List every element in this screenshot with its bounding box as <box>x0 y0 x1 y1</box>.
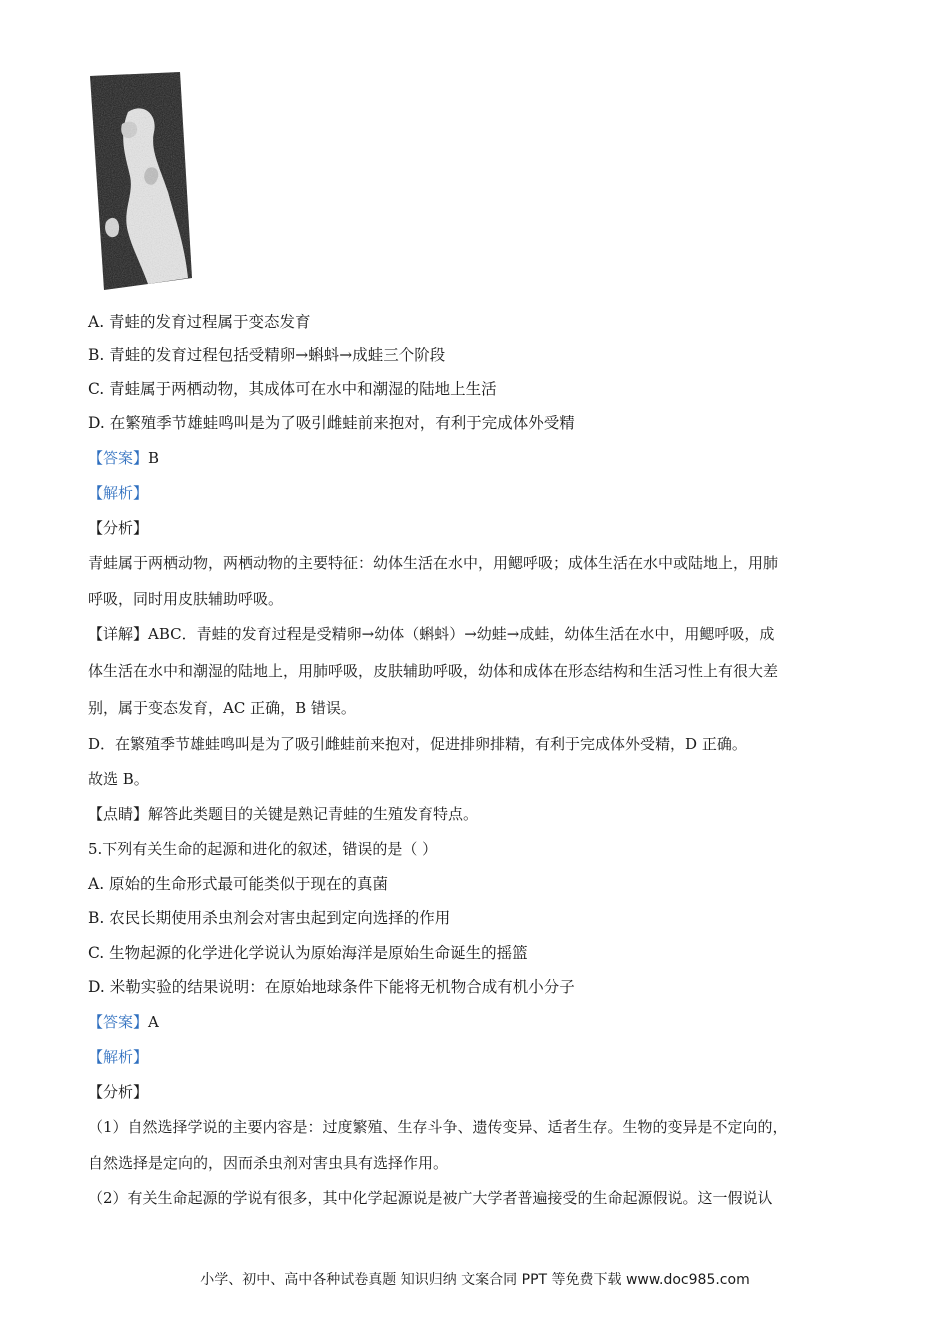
answer-value: B <box>148 449 160 467</box>
q4-answer <box>88 448 159 468</box>
page-footer: 小学、初中、高中各种试卷真题 知识归纳 文案合同 PPT 等免费下载 www.doc985.com <box>200 1272 750 1288</box>
q5-fenxi-line: （1）自然选择学说的主要内容是：过度繁殖、生存斗争、遗传变异、适者生存。生物的变异是不定向的， <box>88 1118 788 1136</box>
answer-tag: 【答案】 <box>88 1013 149 1031</box>
q4-detail-line: D．在繁殖季节雄蛙鸣叫是为了吸引雌蛙前来抱对，促进排卵排精，有利于完成体外受精，D 正确。 <box>88 735 747 753</box>
q4-option-a: A. 青蛙的发育过程属于变态发育 <box>88 313 311 331</box>
detail-text: ABC．青蛙的发育过程是受精卵→幼体（蝌蚪）→幼蛙→成蛙，幼体生活在水中，用鳃呼吸，成 <box>148 625 775 643</box>
q5-fenxi-line: （2）有关生命起源的学说有很多，其中化学起源说是被广大学者普遍接受的生命起源假说。这一假说认 <box>88 1189 773 1207</box>
dianjing-tag: 【点睛】 <box>88 805 149 823</box>
dianjing-text: 解答此类题目的关键是熟记青蛙的生殖发育特点。 <box>148 805 479 823</box>
q5-option-d: D. 米勒实验的结果说明：在原始地球条件下能将无机物合成有机小分子 <box>88 978 575 996</box>
q4-detail-line: 故选 B。 <box>88 770 149 788</box>
answer-tag: 【答案】 <box>88 449 149 467</box>
q5-stem: 5.下列有关生命的起源和进化的叙述，错误的是（ ） <box>88 840 438 858</box>
q4-fenxi-tag: 【分析】 <box>88 519 149 537</box>
q4-option-b: B. 青蛙的发育过程包括受精卵→蝌蚪→成蛙三个阶段 <box>88 346 446 364</box>
q4-detail-line <box>88 624 774 644</box>
detail-tag: 【详解】 <box>88 625 149 643</box>
q4-fenxi-line: 青蛙属于两栖动物，两栖动物的主要特征：幼体生活在水中，用鳃呼吸；成体生活在水中或陆地上，用肺 <box>88 554 779 572</box>
answer-value: A <box>148 1013 159 1031</box>
q4-option-d: D. 在繁殖季节雄蛙鸣叫是为了吸引雌蛙前来抱对，有利于完成体外受精 <box>88 414 575 432</box>
q5-analysis-tag: 【解析】 <box>88 1048 149 1066</box>
q5-fenxi-tag: 【分析】 <box>88 1083 149 1101</box>
q4-analysis-tag: 【解析】 <box>88 484 149 502</box>
q4-option-c: C. 青蛙属于两栖动物，其成体可在水中和潮湿的陆地上生活 <box>88 380 497 398</box>
q4-dianjing <box>88 804 478 824</box>
q4-fenxi-line: 呼吸，同时用皮肤辅助呼吸。 <box>88 590 284 608</box>
frog-photo <box>88 72 192 290</box>
q4-detail-line: 体生活在水中和潮湿的陆地上，用肺呼吸，皮肤辅助呼吸，幼体和成体在形态结构和生活习性上有很大差 <box>88 662 779 680</box>
q5-option-a: A. 原始的生命形式最可能类似于现在的真菌 <box>88 875 389 893</box>
q5-fenxi-line: 自然选择是定向的，因而杀虫剂对害虫具有选择作用。 <box>88 1154 449 1172</box>
q5-answer <box>88 1012 159 1032</box>
q4-detail-line: 别，属于变态发育，AC 正确，B 错误。 <box>88 699 356 717</box>
q5-option-b: B. 农民长期使用杀虫剂会对害虫起到定向选择的作用 <box>88 909 451 927</box>
q5-option-c: C. 生物起源的化学进化学说认为原始海洋是原始生命诞生的摇篮 <box>88 944 528 962</box>
